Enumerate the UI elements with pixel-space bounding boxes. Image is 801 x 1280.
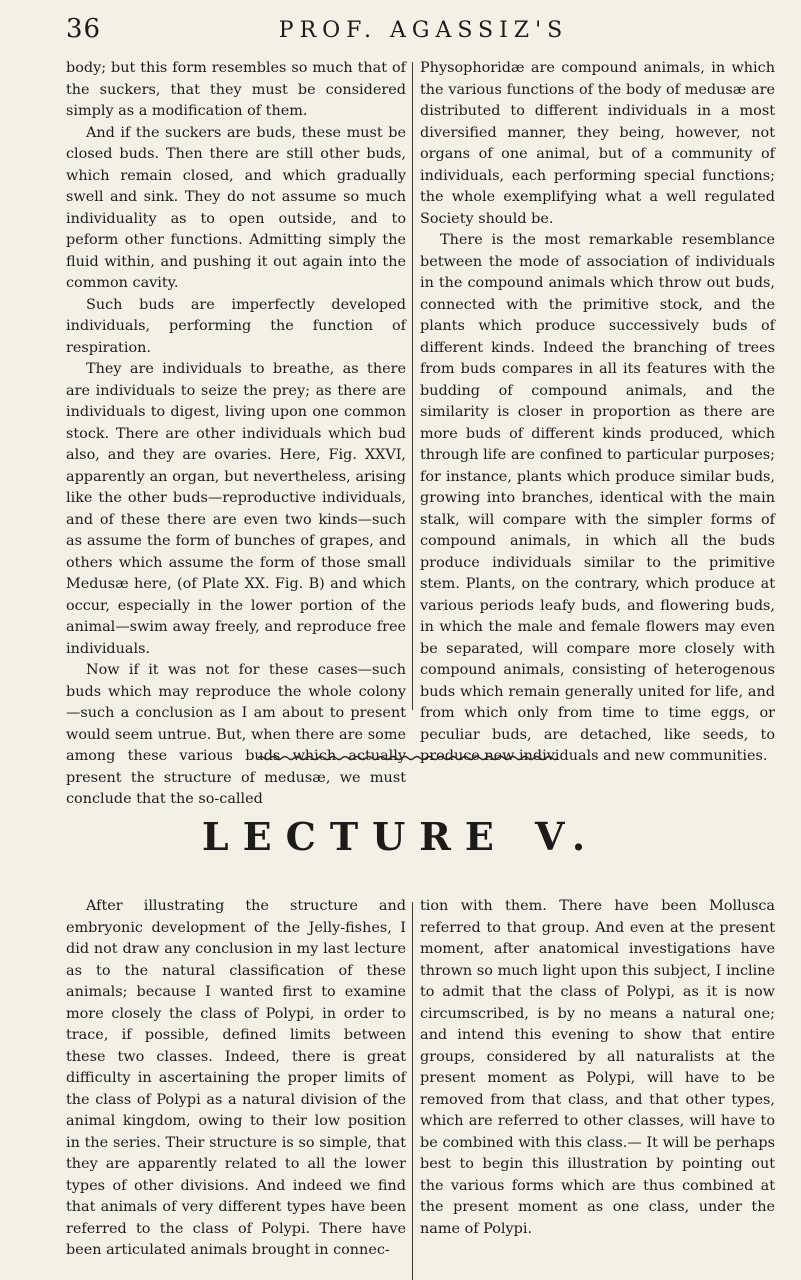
paragraph: Physophoridæ are compound animals, in which the various functions of the body of medusæ are distributed to different individuals in a most diversified manner, they being, however, not organs of one animal, but of a community of individuals, each performing special functions; the whole exemplifying what a well regulated Society should be. — [420, 60, 775, 227]
wavy-divider-ornament — [258, 755, 558, 761]
paragraph: There is the most remarkable resemblance between the mode of association of individuals in the compound animals which throw out buds, connected with the primitive stock, and the plants which produce successively buds of different kinds. Indeed the branching of trees from buds compares in all its features with the budding of compound animals, and the similarity is closer in proportion as there are more buds of different kinds produced, which through life are confined to particular purposes; for instance, plants which produce similar buds, growing into branches, identical with the main stalk, will compare with the simpler forms of compound animals, in which all the buds produce individuals similar to the primitive stem. Plants, on the contrary, which produce at various periods leafy buds, and flowering buds, in which the male and female flowers may even be separated, will compare more closely with compound animals, consisting of heterogenous buds which remain generally united for life, and from which only from time to time eggs, or peculiar buds, are detached, like seeds, to produce new individuals and new communities. — [420, 232, 775, 764]
paragraph: Now if it was not for these cases—such buds which may reproduce the whole colony—such a conclusion as I am about to present would seem untrue. But, when there are some among these various buds which actually present the structure of medusæ, we must conclude that the so-called — [66, 662, 406, 807]
running-title: PROF. AGASSIZ'S — [278, 18, 569, 43]
paragraph: After illustrating the structure and embryonic development of the Jelly-fishes, I did not draw any conclusion in my last lecture as to the natural classification of these animals; because I wanted first to examine more closely the class of Polypi, in order to trace, if possible, defined limits between these two classes. Indeed, there is great difficulty in ascertaining the proper limits of the class of Polypi as a natural division of the animal kingdom, owing to their low position in the series. Their structure is so simple, that they are apparently related to all the lower types of other divisions. And indeed we find that animals of very different types have been referred to the class of Polypi. There have been articulated animals brought in connec- — [66, 898, 406, 1258]
column-divider — [412, 62, 413, 710]
page-header — [66, 14, 781, 50]
bottom-left-column — [66, 896, 406, 1262]
paragraph: And if the suckers are buds, these must be closed buds. Then there are still other buds, which remain closed, and which gradually swell and sink. They do not assume so much individuality as to open outside, and to peform other functions. Admitting simply the fluid within, and pushing it out again into the common cavity. — [66, 124, 406, 291]
paragraph: body; but this form resembles so much that of the suckers, that they must be considered simply as a modification of them. — [66, 60, 406, 119]
paragraph: tion with them. There have been Mollusca referred to that group. And even at the present moment, after anatomical investigations have thrown so much light upon this subject, I incline to admit that the class of Polypi, as it is now circumscribed, is by no means a natural one; and intend this evening to show that entire groups, considered by all naturalists at the present moment as Polypi, will have to be removed from that class, and that other types, which are referred to other classes, will have to be combined with this class.— It will be perhaps best to begin this illustration by pointing out the various forms which are thus combined at the present moment as one class, under the name of Polypi. — [420, 898, 775, 1237]
lecture-heading: LECTURE V. — [201, 814, 600, 859]
paragraph: Such buds are imperfectly developed individuals, performing the function of respiration. — [66, 296, 406, 356]
top-left-column — [66, 58, 406, 811]
top-right-column — [420, 58, 775, 768]
page-number: 36 — [66, 14, 102, 44]
column-divider — [412, 902, 413, 1280]
bottom-right-column — [420, 896, 775, 1240]
paragraph: They are individuals to breathe, as there are individuals to seize the prey; as there are individuals to digest, living upon one common stock. There are other individuals which bud also, and they are ovaries. Here, Fig. XXVI, apparently an organ, but nevertheless, arising like the other buds—reproductive individuals, and of these there are even two kinds—such as assume the form of bunches of grapes, and others which assume the form of those small Medusæ here, (of Plate XX. Fig. B) and which occur, especially in the lower portion of the animal—swim away freely, and reproduce free individuals. — [66, 361, 406, 657]
